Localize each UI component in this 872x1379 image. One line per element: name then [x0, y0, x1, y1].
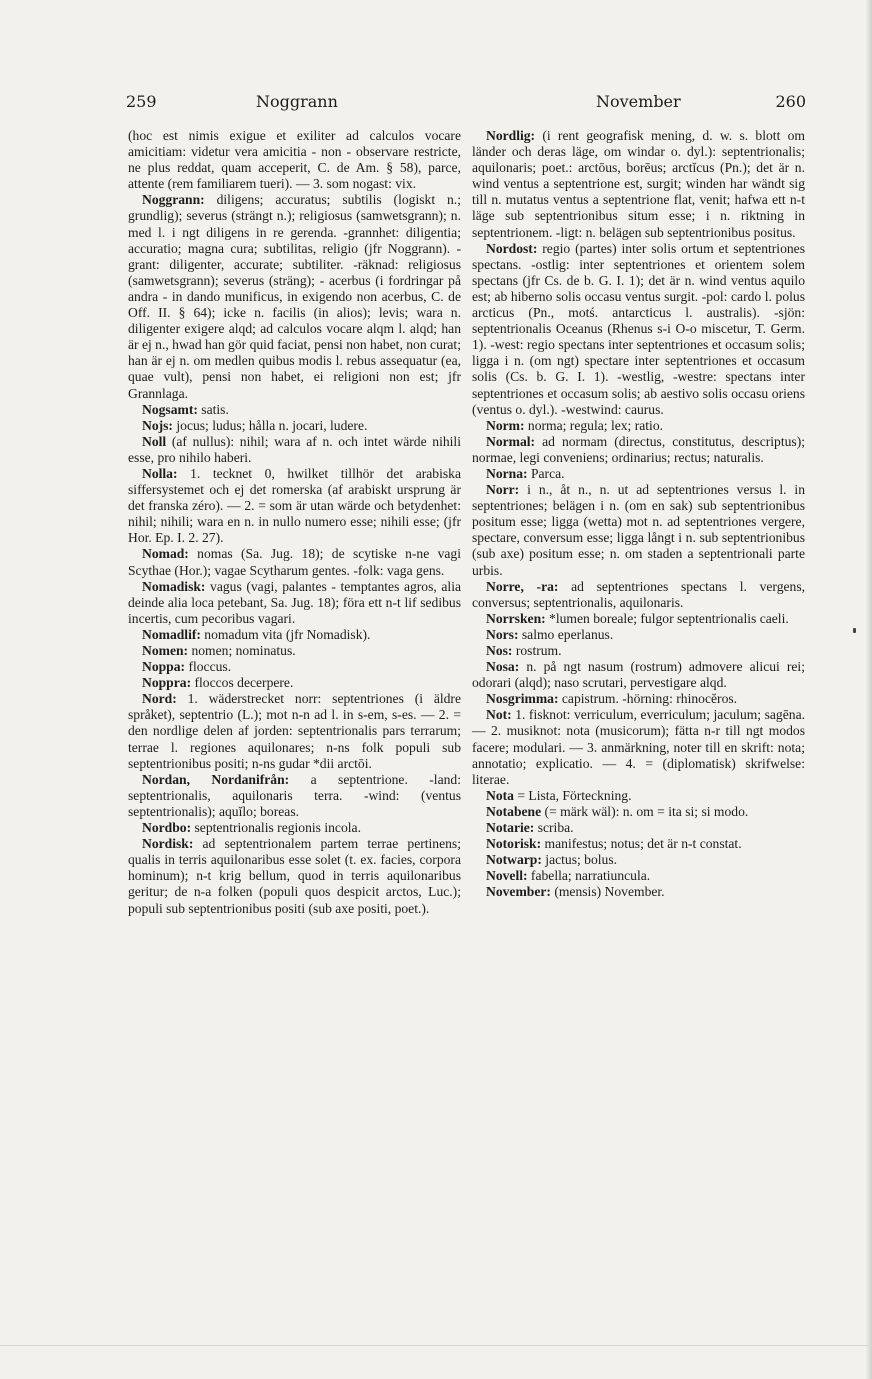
entry-headword: Nojs:: [142, 417, 173, 433]
dictionary-entry: [128, 546, 461, 578]
dictionary-entry: [472, 852, 805, 868]
entry-headword: Nors:: [486, 626, 519, 642]
page-header: [126, 92, 806, 116]
entry-definition: regio (partes) inter solis ortum et septentriones spectans. -ostlig: inter septentriones et orientem solem spectans (jfr Cs. de b. G. I. 1); det är n. wind ventus aquilo est; ab hiberno solis occasu ventus surgit. -pol: cardo l. polus arcticus (Pn., motś. antarcticus l. australis). -sjön: septentrionalis Oceanus (Rhenus s-i O-o miscetur, T. Germ. 1). -west: regio spectans inter septentriones et occasum solis; ligga i n. (om ngt) spectare inter septentriones et occasum solis (Cs. b. G. I. 1). -westlig, -westre: spectans inter septentriones et occasum solis; ab aestivo solis occasu oriens (ventus o. dyl.). -westwind: caurus.: [472, 240, 805, 417]
dictionary-entry: [128, 128, 461, 192]
dictionary-entry: [128, 579, 461, 627]
right-page-number: 260: [775, 92, 806, 111]
dictionary-entry: [128, 434, 461, 466]
entry-headword: Norre, -ra:: [486, 578, 559, 594]
entry-headword: Nomad:: [142, 546, 189, 562]
entry-definition: rostrum.: [512, 643, 562, 658]
entry-headword: Nosgrimma:: [486, 691, 559, 707]
page-edge-shadow: [866, 0, 872, 1379]
dictionary-entry: [128, 675, 461, 691]
dictionary-entry: [472, 418, 805, 434]
entry-headword: Norr:: [486, 482, 520, 498]
left-page-number: 259: [126, 92, 157, 111]
entry-headword: Notarie:: [486, 820, 535, 836]
entry-headword: Noppra:: [142, 675, 192, 691]
dictionary-entry: [472, 820, 805, 836]
dictionary-entry: [472, 659, 805, 691]
dictionary-entry: [472, 434, 805, 466]
entry-headword: Nord:: [142, 691, 177, 707]
entry-definition: ad normam (directus, constitutus, descriptus); normae, legi conveniens; ordinarius; rectus; naturalis.: [472, 433, 805, 465]
entry-headword: Notabene: [486, 803, 542, 819]
entry-definition: (mensis) November.: [550, 884, 665, 900]
dictionary-entry: [128, 402, 461, 418]
entry-definition: satis.: [197, 401, 229, 417]
entry-definition: norma; regula; lex; ratio.: [524, 417, 664, 433]
entry-headword: Nomen:: [142, 643, 189, 658]
left-guide-word: Noggrann: [256, 92, 338, 111]
dictionary-entry: [128, 659, 461, 675]
entry-definition: floccos decerpere.: [191, 675, 294, 691]
entry-definition: (i rent geografisk mening, d. w. s. blott om länder och deras läge, om windar o. dyl.): septentrionalis; aquilonaris; poet.: arctōus, borēus; arctĭcus (Pn.); det är n. wind ventus a septentrione est, surgit; winden har wändt sig till n. mutatus ventus a septentrione flat, venit; hafwa ett n-t läge sub septentrionibus situm esse; i n. riktning in septentrionem. -ligt: n. belägen sub septentrionibus positus.: [472, 128, 805, 240]
entry-headword: Nos:: [486, 643, 513, 658]
entry-definition: nomadum vita (jfr Nomadisk).: [200, 626, 371, 642]
entry-definition: fabella; narratiuncula.: [527, 868, 651, 884]
right-column: [472, 128, 805, 901]
dictionary-entry: [472, 482, 805, 579]
entry-definition: Parca.: [527, 465, 565, 481]
dictionary-entry: [472, 691, 805, 707]
entry-definition: 1. fisknot: verriculum, everriculum; jaculum; sagēna. — 2. musiknot: nota (musicorum); fätta n-r till ngt modos facere; modulari. — 3. anmärkning, noter till en skrift: nota; annotatio; explicatio. — 4. = (diplomatisk) skrifwelse: literae.: [472, 707, 805, 787]
right-guide-word: November: [596, 92, 681, 111]
entry-definition: n. på ngt nasum (rostrum) admovere alicui rei; odorari (alqd); naso scrutari, pervestigare alqd.: [472, 659, 805, 691]
entry-headword: Nordbo:: [142, 820, 192, 836]
entry-definition: 1. wäderstrecket norr: septentriones (i äldre språket), septentrio (L.); mot n-n ad l. in s-em, s-es. — 2. = den nordlige delen af jorden: septentrionalis pars terrarum; terrae l. regiones aquilonares; n-ns folk populi sub septentrionibus positi; n-ns gudar *dii arctōi.: [128, 691, 461, 771]
entry-headword: Norm:: [486, 417, 525, 433]
entry-headword: Notorisk:: [486, 836, 542, 852]
entry-definition: (af nullus): nihil; wara af n. och intet wärde nihili esse, pro nihilo haberi.: [128, 433, 461, 465]
left-column: [128, 128, 461, 917]
entry-definition: a septentrione. -land: septentrionalis, aquilonaris terra. -wind: (ventus septentrionalis); aquĭlo; boreas.: [128, 771, 461, 819]
entry-headword: November:: [486, 884, 551, 900]
entry-headword: Nordan, Nordanifrån:: [142, 771, 290, 787]
entry-headword: Noggrann:: [142, 192, 205, 208]
entry-definition: nomen; nominatus.: [188, 643, 296, 658]
entry-definition: (hoc est nimis exigue et exiliter ad calculos vocare amicitiam: videtur vera amicitia - non - observare restricte, ne plus reddat, quam acceperit, C. de Am. § 58), parce, attente (rem familiarem tueri). — 3. som nogast: vix.: [128, 128, 461, 192]
entry-headword: Noll: [142, 433, 167, 449]
entry-headword: Nolla:: [142, 465, 178, 481]
entry-headword: Norna:: [486, 465, 528, 481]
entry-definition: ad septentriones spectans l. vergens, conversus; septentrionalis, aquilonaris.: [472, 578, 806, 610]
entry-definition: manifestus; notus; det är n-t constat.: [541, 836, 742, 852]
entry-headword: Nomadlif:: [142, 626, 201, 642]
entry-definition: = Lista, Förteckning.: [513, 787, 632, 803]
entry-definition: i n., åt n., n. ut ad septentriones versus l. in septentriones; belägen i n. (om en sak) sub septentrionibus positum esse; ligga (wetta) mot n. ad septentriones vergere, spectare, conversum esse; ligga långt i n. sub septentrionibus (sub axe) positum esse; n. om staden a septentrionali parte urbis.: [472, 482, 805, 578]
entry-definition: floccus.: [185, 659, 232, 675]
entry-definition: *lumen boreale; fulgor septentrionalis caeli.: [545, 610, 789, 626]
margin-speck: [853, 628, 856, 633]
entry-headword: Normal:: [486, 433, 536, 449]
entry-headword: Not:: [486, 707, 512, 723]
dictionary-entry: [472, 868, 805, 884]
dictionary-entry: [472, 643, 805, 659]
entry-headword: Nota: [486, 787, 514, 803]
dictionary-entry: [472, 611, 805, 627]
entry-headword: Norrsken:: [486, 610, 546, 626]
entry-definition: nomas (Sa. Jug. 18); de scytiske n-ne vagi Scythae (Hor.); vagae Scytharum gentes. -folk: vaga gens.: [128, 546, 461, 578]
dictionary-entry: [128, 192, 461, 401]
entry-headword: Nordlig:: [486, 128, 536, 143]
dictionary-entry: [472, 884, 805, 900]
dictionary-entry: [128, 466, 461, 546]
dictionary-entry: [128, 836, 461, 916]
dictionary-entry: [128, 418, 461, 434]
entry-definition: capistrum. -hörning: rhinocĕros.: [558, 691, 738, 707]
dictionary-entry: [128, 643, 461, 659]
dictionary-entry: [472, 579, 805, 611]
entry-definition: jocus; ludus; hålla n. jocari, ludere.: [172, 417, 368, 433]
dictionary-entry: [472, 788, 805, 804]
entry-headword: Nordost:: [486, 240, 538, 256]
entry-definition: jactus; bolus.: [541, 852, 618, 868]
entry-headword: Novell:: [486, 868, 528, 884]
entry-definition: septentrionalis regionis incola.: [191, 820, 361, 836]
entry-headword: Nordisk:: [142, 836, 194, 852]
entry-headword: Nosa:: [486, 659, 520, 675]
dictionary-entry: [128, 772, 461, 820]
dictionary-entry: [472, 128, 805, 241]
entry-headword: Nogsamt:: [142, 401, 198, 417]
entry-headword: Nomadisk:: [142, 578, 206, 594]
bottom-edge-line: [0, 1345, 872, 1346]
entry-headword: Noppa:: [142, 659, 186, 675]
dictionary-entry: [472, 836, 805, 852]
dictionary-entry: [472, 241, 805, 418]
entry-definition: 1. tecknet 0, hwilket tillhör det arabiska siffersystemet och ej det romerska (af arabiskt ursprung är det franska zéro). — 2. = som är utan wärde och betydenhet: nihil; nihili; wara en n. in nullo numero esse; nihili esse; (jfr Hor. Ep. I. 2. 27).: [128, 465, 461, 546]
entry-definition: diligens; accuratus; subtilis (logiskt n.; grundlig); severus (strängt n.); religiosus (samwetsgrann); n. med l. i ngt diligens in re gerenda. -grannhet: diligentia; accuratio; magna cura; subtilitas, religio (jfr Noggrann). -grant: diligenter, accurate; subtiliter. -räknad: religiosus (samwetsgrann); severus (sträng); - acerbus (i fordringar på andra - in dando munificus, in exigendo non acerbus, C. de Off. II. § 64); icke n. facilis (in alios); levis; wara n. diligenter exigere alqd; ad calculos vocare alqm l. alqd; han är ej n., hwad han gör quid faciat, pensi non habet, non curat; han är ej n. om medlen quibus modis l. rebus assequatur (ea, quae vult), pensi non habet, ei religioni non est; jfr Grannlaga.: [128, 192, 461, 401]
entry-definition: vagus (vagi, palantes - temptantes agros, alia deinde alia loca petebant, Sa. Jug. 18); föra ett n-t lif sedibus incertis, cum pecoribus vagari.: [128, 578, 461, 626]
entry-headword: Notwarp:: [486, 852, 542, 868]
entry-definition: scriba.: [534, 820, 574, 836]
dictionary-entry: [472, 707, 805, 787]
dictionary-entry: [472, 466, 805, 482]
dictionary-entry: [128, 691, 461, 771]
dictionary-entry: [128, 820, 461, 836]
dictionary-entry: [128, 627, 461, 643]
dictionary-entry: [472, 627, 805, 643]
entry-definition: ad septentrionalem partem terrae pertinens; qualis in terris aquilonaribus esse solet (t. ex. facies, corpora hominum); n-t krig bellum, quod in terris aquilonaribus geritur; de n-a folken (populi quos despicit arctos, Luc.); populi sub septentrionibus positi (sub axe positi, poet.).: [128, 836, 461, 916]
entry-definition: salmo eperlanus.: [518, 626, 614, 642]
entry-definition: (= märk wäl): n. om = ita si; si modo.: [541, 803, 749, 819]
dictionary-entry: [472, 804, 805, 820]
